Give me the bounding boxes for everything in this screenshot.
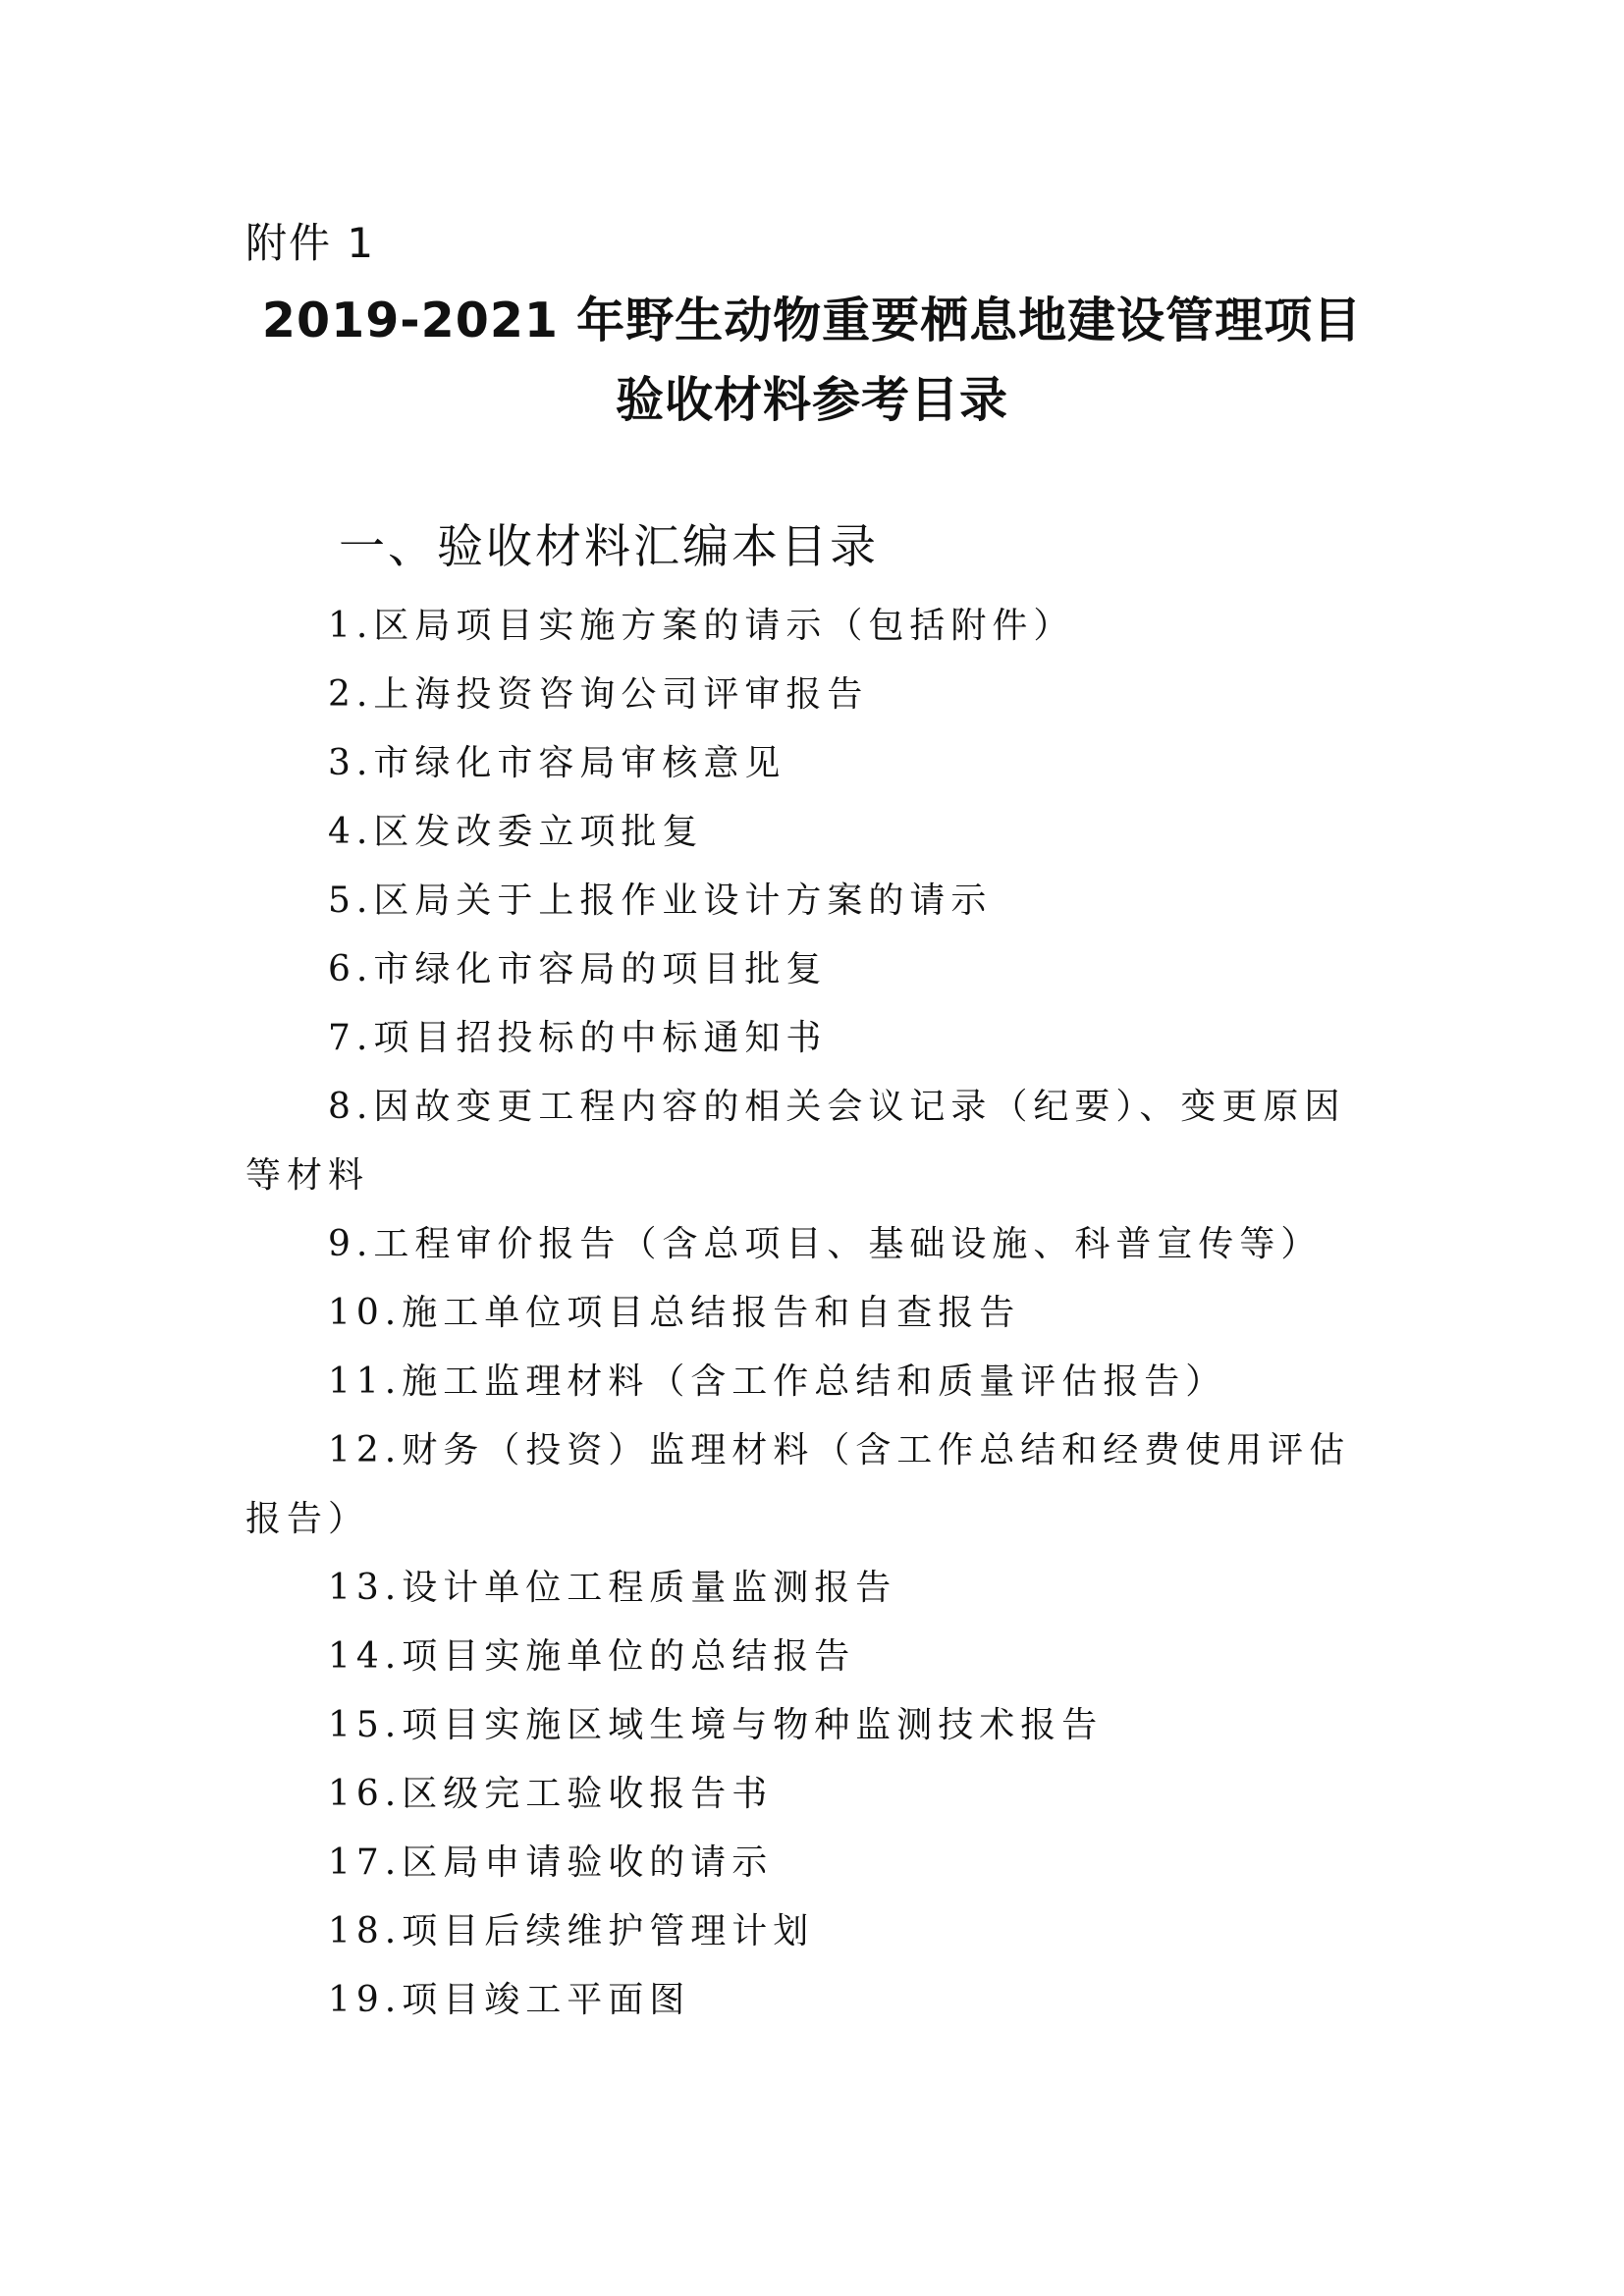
list-item: 10.施工单位项目总结报告和自查报告 <box>328 1293 1021 1333</box>
list-item: 6.市绿化市容局的项目批复 <box>328 949 828 989</box>
list-item: 11.施工监理材料（含工作总结和质量评估报告） <box>328 1362 1227 1402</box>
materials-list <box>245 592 1384 2035</box>
list-item: 1.区局项目实施方案的请示（包括附件） <box>328 606 1075 646</box>
document-title-line-1: 2019-2021 年野生动物重要栖息地建设管理项目 <box>261 293 1363 348</box>
list-item: 2.上海投资咨询公司评审报告 <box>328 674 869 715</box>
list-item: 14.项目实施单位的总结报告 <box>328 1636 856 1677</box>
list-item: 3.市绿化市容局审核意见 <box>328 743 786 783</box>
section-heading: 一、验收材料汇编本目录 <box>339 520 879 574</box>
list-item: 13.设计单位工程质量监测报告 <box>328 1568 897 1608</box>
list-item: 17.区局申请验收的请示 <box>328 1842 774 1883</box>
list-item: 16.区级完工验收报告书 <box>328 1774 774 1814</box>
list-item: 5.区局关于上报作业设计方案的请示 <box>328 881 993 921</box>
list-item: 18.项目后续维护管理计划 <box>328 1911 815 1951</box>
list-item: 15.项目实施区域生境与物种监测技术报告 <box>328 1705 1104 1745</box>
list-item: 9.工程审价报告（含总项目、基础设施、科普宣传等） <box>328 1224 1323 1264</box>
document-title-line-2: 验收材料参考目录 <box>615 372 1008 428</box>
list-item: 4.区发改委立项批复 <box>328 812 704 852</box>
list-item: 7.项目招投标的中标通知书 <box>328 1018 828 1058</box>
list-item: 12.财务（投资）监理材料（含工作总结和经费使用评估报告） <box>245 1430 1351 1539</box>
list-item: 8.因故变更工程内容的相关会议记录（纪要）、变更原因等材料 <box>245 1087 1346 1196</box>
attachment-label: 附件 1 <box>245 219 376 267</box>
list-item: 19.项目竣工平面图 <box>328 1980 691 2020</box>
